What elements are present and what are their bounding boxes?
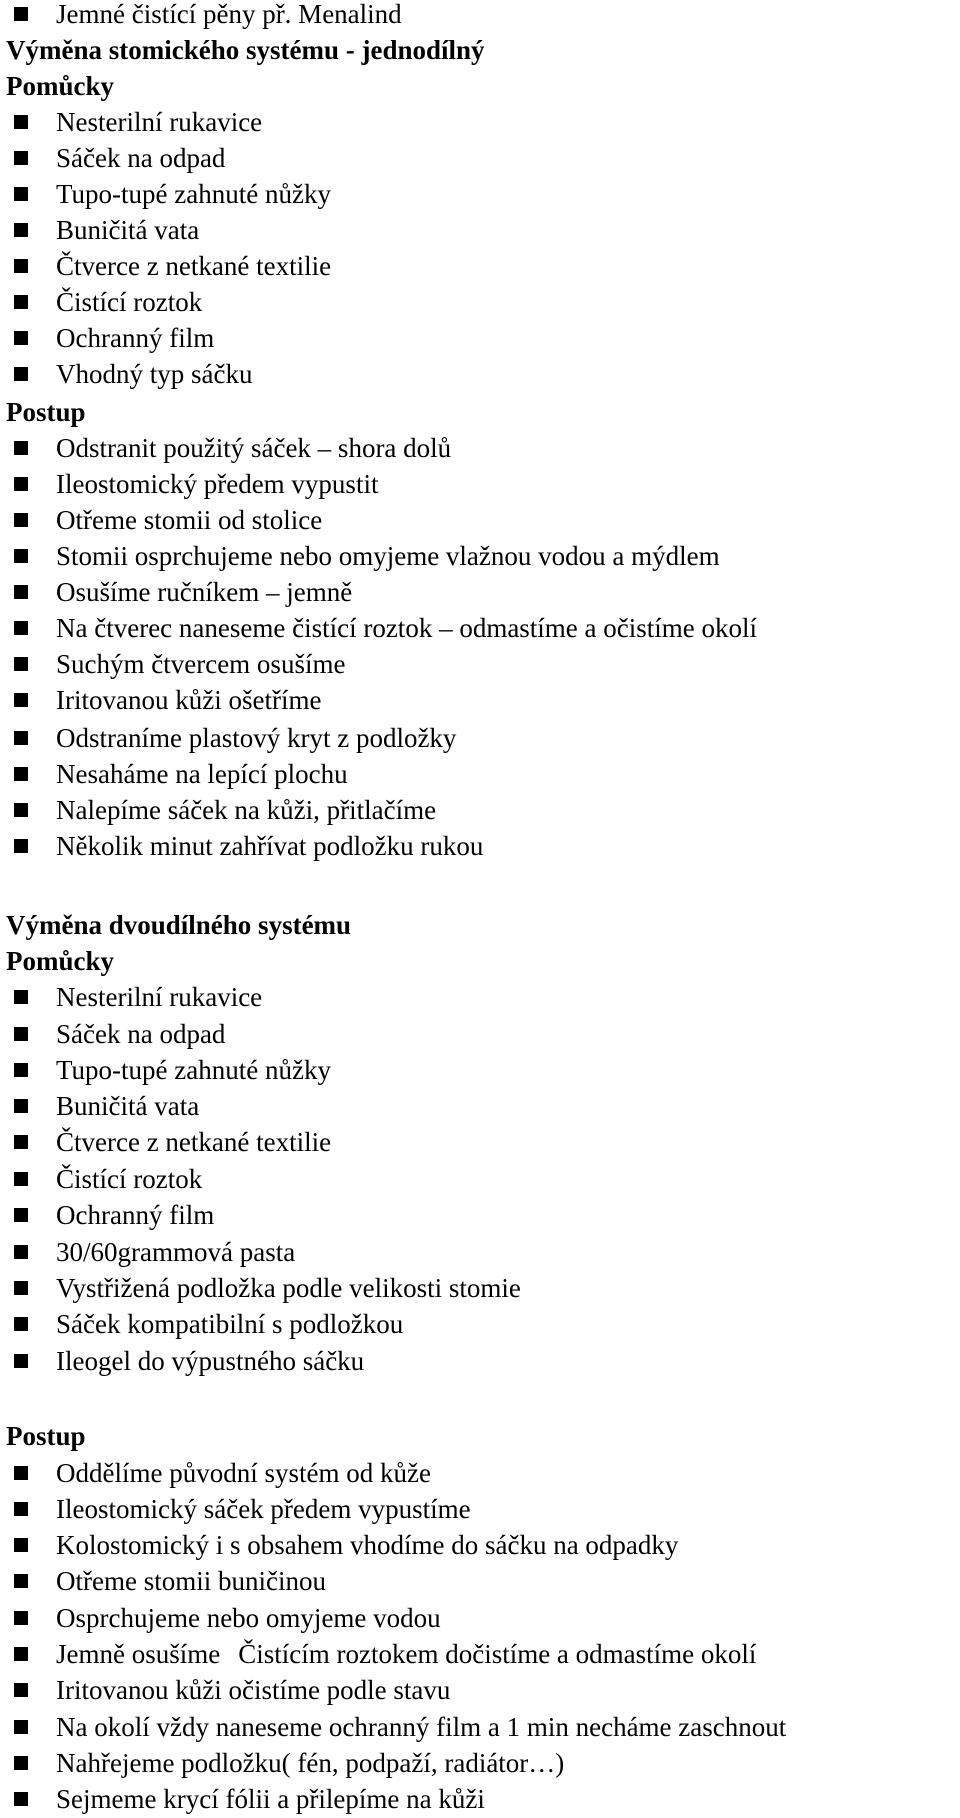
square-bullet-icon (14, 1317, 28, 1331)
list-item: Ochranný film (56, 320, 214, 356)
list-item: 30/60grammová pasta (56, 1234, 295, 1270)
list-item: Sáček na odpad (56, 1016, 225, 1052)
square-bullet-icon (14, 803, 28, 817)
square-bullet-icon (14, 1245, 28, 1259)
square-bullet-icon (14, 1281, 28, 1295)
square-bullet-icon (14, 1611, 28, 1625)
list-item: Ileostomický sáček předem vypustíme (56, 1491, 471, 1527)
square-bullet-icon (14, 549, 28, 563)
square-bullet-icon (14, 1063, 28, 1077)
list-item: Osušíme ručníkem – jemně (56, 574, 352, 610)
list-item: Ileogel do výpustného sáčku (56, 1343, 364, 1379)
list-item: Odstranit použitý sáček – shora dolů (56, 430, 451, 466)
list-item: Čistící roztok (56, 284, 202, 320)
list-item: Na čtverec naneseme čistící roztok – odmastíme a očistíme okolí (56, 610, 757, 646)
section-heading: Výměna stomického systému - jednodílný (6, 35, 485, 65)
list-item: Nalepíme sáček na kůži, přitlačíme (56, 792, 436, 828)
list-item: Nesaháme na lepící plochu (56, 756, 348, 792)
square-bullet-icon (14, 367, 28, 381)
list-item: Oddělíme původní systém od kůže (56, 1455, 431, 1491)
list-item: Jemně osušíme Čistícím roztokem dočistíme a odmastíme okolí (56, 1636, 756, 1672)
square-bullet-icon (14, 1502, 28, 1516)
list-item: Sáček na odpad (56, 140, 225, 176)
subsection-heading: Postup (6, 397, 86, 427)
square-bullet-icon (14, 513, 28, 527)
list-item: Jemné čistící pěny př. Menalind (56, 0, 402, 32)
subsection-heading: Postup (6, 1421, 86, 1451)
square-bullet-icon (14, 1099, 28, 1113)
list-item: Čistící roztok (56, 1161, 202, 1197)
list-item: Suchým čtvercem osušíme (56, 646, 345, 682)
square-bullet-icon (14, 1792, 28, 1806)
square-bullet-icon (14, 1027, 28, 1041)
list-item: Na okolí vždy naneseme ochranný film a 1 min necháme zaschnout (56, 1709, 786, 1745)
square-bullet-icon (14, 621, 28, 635)
square-bullet-icon (14, 1720, 28, 1734)
list-item: Buničitá vata (56, 1088, 199, 1124)
square-bullet-icon (14, 295, 28, 309)
square-bullet-icon (14, 7, 28, 21)
list-item: Osprchujeme nebo omyjeme vodou (56, 1600, 441, 1636)
list-item: Otřeme stomii od stolice (56, 502, 322, 538)
square-bullet-icon (14, 441, 28, 455)
square-bullet-icon (14, 187, 28, 201)
square-bullet-icon (14, 657, 28, 671)
square-bullet-icon (14, 1172, 28, 1186)
square-bullet-icon (14, 151, 28, 165)
list-item: Čtverce z netkané textilie (56, 1124, 331, 1160)
list-item: Vhodný typ sáčku (56, 356, 252, 392)
square-bullet-icon (14, 990, 28, 1004)
list-item: Čtverce z netkané textilie (56, 248, 331, 284)
list-item: Několik minut zahřívat podložku rukou (56, 828, 483, 864)
square-bullet-icon (14, 1683, 28, 1697)
square-bullet-icon (14, 1208, 28, 1222)
square-bullet-icon (14, 331, 28, 345)
square-bullet-icon (14, 1135, 28, 1149)
list-item: Tupo-tupé zahnuté nůžky (56, 176, 331, 212)
list-item: Otřeme stomii buničinou (56, 1563, 326, 1599)
square-bullet-icon (14, 1647, 28, 1661)
list-item: Stomii osprchujeme nebo omyjeme vlažnou vodou a mýdlem (56, 538, 720, 574)
list-item: Ochranný film (56, 1197, 214, 1233)
square-bullet-icon (14, 1466, 28, 1480)
square-bullet-icon (14, 1756, 28, 1770)
list-item: Vystřižená podložka podle velikosti stomie (56, 1270, 521, 1306)
list-item: Nesterilní rukavice (56, 979, 262, 1015)
square-bullet-icon (14, 1538, 28, 1552)
list-item: Nesterilní rukavice (56, 104, 262, 140)
square-bullet-icon (14, 585, 28, 599)
square-bullet-icon (14, 731, 28, 745)
square-bullet-icon (14, 839, 28, 853)
list-item: Odstraníme plastový kryt z podložky (56, 720, 456, 756)
list-item: Kolostomický i s obsahem vhodíme do sáčku na odpadky (56, 1527, 678, 1563)
square-bullet-icon (14, 767, 28, 781)
list-item: Nahřejeme podložku( fén, podpaží, radiátor…) (56, 1745, 564, 1781)
square-bullet-icon (14, 223, 28, 237)
list-item: Tupo-tupé zahnuté nůžky (56, 1052, 331, 1088)
list-item: Iritovanou kůži ošetříme (56, 682, 321, 718)
list-item: Ileostomický předem vypustit (56, 466, 378, 502)
square-bullet-icon (14, 693, 28, 707)
section-heading: Výměna dvoudílného systému (6, 910, 352, 940)
list-item: Sejmeme krycí fólii a přilepíme na kůži (56, 1781, 485, 1817)
list-item: Sáček kompatibilní s podložkou (56, 1306, 403, 1342)
subsection-heading: Pomůcky (6, 71, 114, 101)
square-bullet-icon (14, 1574, 28, 1588)
subsection-heading: Pomůcky (6, 946, 114, 976)
list-item: Buničitá vata (56, 212, 199, 248)
square-bullet-icon (14, 477, 28, 491)
square-bullet-icon (14, 259, 28, 273)
square-bullet-icon (14, 115, 28, 129)
list-item: Iritovanou kůži očistíme podle stavu (56, 1672, 450, 1708)
square-bullet-icon (14, 1354, 28, 1368)
